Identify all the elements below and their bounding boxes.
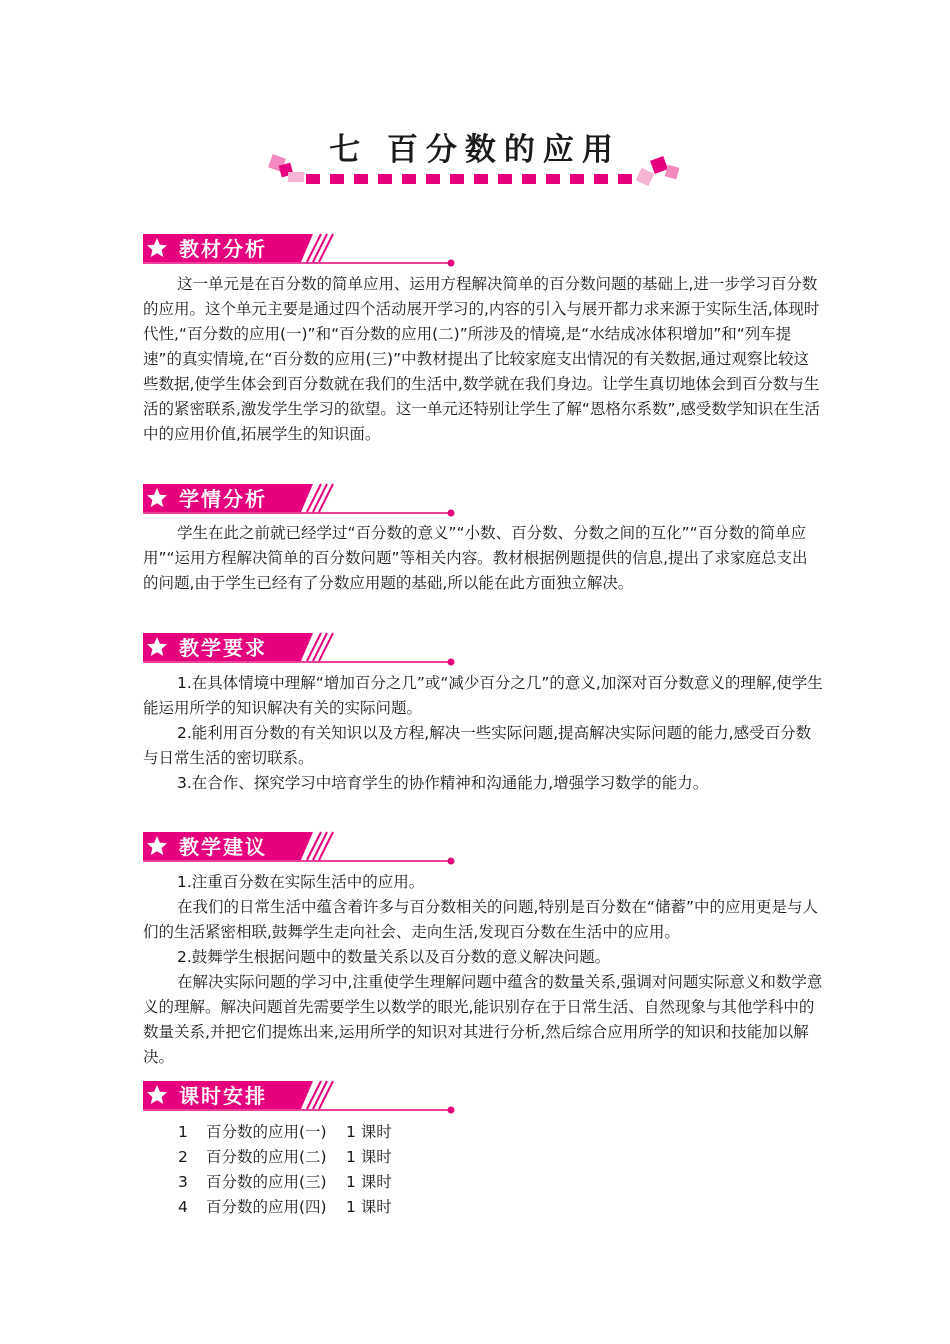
lesson-name: 百分数的应用(一) <box>206 1123 327 1141</box>
lesson-name: 百分数的应用(三) <box>206 1173 327 1191</box>
paragraph: 这一单元是在百分数的简单应用、运用方程解决简单的百分数问题的基础上,进一步学习百分数的应用。这个单元主要是通过四个活动展开学习的,内容的引入与展开都力求来源于实际生活,体现时代性,“百分数的应用(一)”和“百分数的应用(二)”所涉及的情境,是“水结成冰体积增加”和“列车提速”的真实情境,在“百分数的应用(三)”中教材提出了比较家庭支出情况的有关数据,通过观察比较这些数据,使学生体会到百分数就在我们的生活中,数学就在我们身边。让学生真切地体会到百分数与生活的紧密联系,激发学生学习的欲望。这一单元还特别让学生了解“恩格尔系数”,感受数学知识在生活中的应用价值,拓展学生的知识面。 <box>143 275 820 443</box>
schedule-row <box>178 1170 392 1195</box>
lesson-name: 百分数的应用(二) <box>206 1148 327 1166</box>
paragraph: 1.注重百分数在实际生活中的应用。 <box>177 873 425 891</box>
paragraph: 在解决实际问题的学习中,注重使学生理解问题中蕴含的数量关系,强调对问题实际意义和数学意义的理解。解决问题首先需要学生以数学的眼光,能识别存在于日常生活、自然现象与其他学科中的数量关系,并把它们提炼出来,运用所学的知识对其进行分析,然后综合应用所学的知识和技能加以解决。 <box>143 973 823 1066</box>
schedule-row <box>178 1120 392 1145</box>
lesson-hours: 1 课时 <box>346 1198 392 1216</box>
lesson-number: 3 <box>178 1173 188 1191</box>
paragraph: 1.在具体情境中理解“增加百分之几”或“减少百分之几”的意义,加深对百分数意义的理解,使学生能运用所学的知识解决有关的实际问题。 <box>143 674 823 717</box>
lesson-hours: 1 课时 <box>346 1123 392 1141</box>
section-heading-label: 学情分析 <box>179 487 267 511</box>
schedule-list <box>178 1120 392 1220</box>
section-heading-materials <box>143 233 463 271</box>
paragraph: 在我们的日常生活中蕴含着许多与百分数相关的问题,特别是百分数在“储蓄”中的应用更是与人们的生活紧密相联,鼓舞学生走向社会、走向生活,发现百分数在生活中的应用。 <box>143 898 818 941</box>
paragraph: 2.鼓舞学生根据问题中的数量关系以及百分数的意义解决问题。 <box>177 948 611 966</box>
schedule-row <box>178 1145 392 1170</box>
lesson-number: 4 <box>178 1198 188 1216</box>
learners-text <box>143 521 823 596</box>
section-heading-requirements <box>143 632 463 670</box>
lesson-number: 2 <box>178 1148 188 1166</box>
lesson-hours: 1 课时 <box>346 1173 392 1191</box>
section-heading-label: 教材分析 <box>179 237 267 261</box>
requirements-text <box>143 671 823 796</box>
paragraph: 3.在合作、探究学习中培育学生的协作精神和沟通能力,增强学习数学的能力。 <box>177 774 709 792</box>
materials-text <box>143 272 823 447</box>
schedule-row <box>178 1195 392 1220</box>
section-heading-label: 教学要求 <box>179 636 267 660</box>
paragraph: 2.能利用百分数的有关知识以及方程,解决一些实际问题,提高解决实际问题的能力,感受百分数与日常生活的密切联系。 <box>143 724 812 767</box>
lesson-hours: 1 课时 <box>346 1148 392 1166</box>
page-title: 七 百分数的应用 <box>329 132 621 168</box>
paragraph: 学生在此之前就已经学过“百分数的意义”“小数、百分数、分数之间的互化”“百分数的简单应用”“运用方程解决简单的百分数问题”等相关内容。教材根据例题提供的信息,提出了求家庭总支出的问题,由于学生已经有了分数应用题的基础,所以能在此方面独立解决。 <box>143 524 808 592</box>
section-heading-label: 教学建议 <box>179 835 267 859</box>
lesson-number: 1 <box>178 1123 188 1141</box>
section-heading-schedule <box>143 1080 463 1118</box>
section-heading-learners <box>143 483 463 521</box>
section-heading-suggestions <box>143 831 463 869</box>
suggestions-text <box>143 870 823 1070</box>
lesson-name: 百分数的应用(四) <box>206 1198 327 1216</box>
section-heading-label: 课时安排 <box>179 1084 267 1108</box>
title-decoration <box>258 150 698 195</box>
